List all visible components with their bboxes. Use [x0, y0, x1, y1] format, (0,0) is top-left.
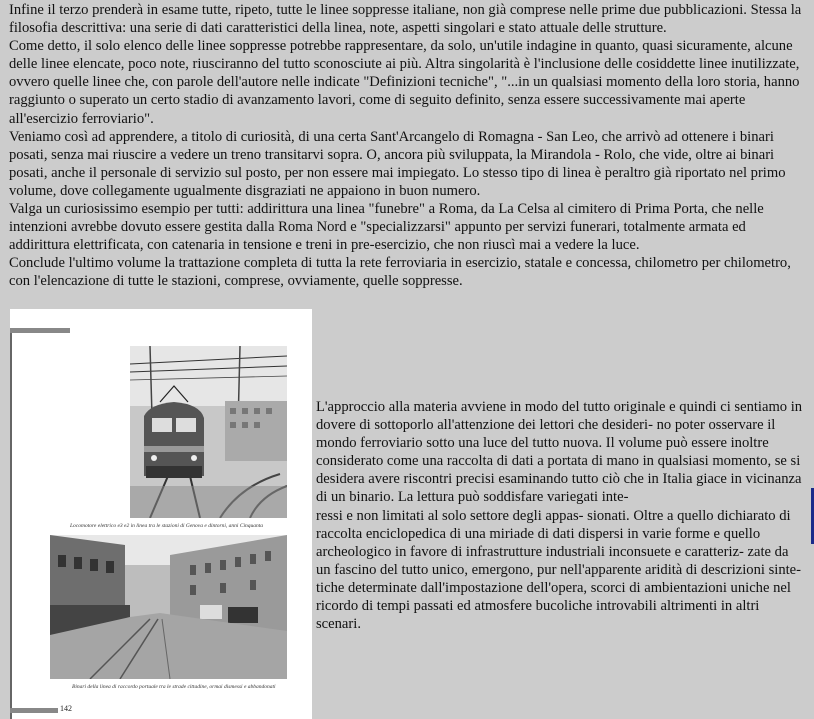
street-photo — [50, 535, 287, 679]
side-text — [316, 398, 806, 633]
page-footer-bar — [10, 708, 58, 713]
intro-text — [9, 1, 809, 291]
train-photo-caption: Locomotore elettrico e3 e2 in linea tra le stazioni di Genova e dintorni, anni Cinquanta — [70, 523, 264, 529]
intro-paragraph-3: Veniamo così ad apprendere, a titolo di curiosità, di una certa Sant'Arcangelo di Romagna - San Leo, che arrivò ad ottenere i binari posati, senza mai riuscire a vedere un treno transitarvi sopra. O, ancora più sviluppata, la Mirandola - Rolo, che vide, oltre ai binari posati, anche il personale di servizio sul posto, per non essere mai impiegato. Lo stesso tipo di linea è peraltro già riportato nel primo volume, dove collegamente ugualmente disgraziati ne appaiono in buon numero. — [9, 128, 786, 199]
train-photo — [130, 346, 287, 518]
intro-paragraph-4: Valga un curiosissimo esempio per tutti: addirittura una linea "funebre" a Roma, da La Celsa al cimitero di Prima Porta, che nelle intenzioni avrebbe dovuto essere gestita dalla Roma Nord e "specializzarsi" appunto per servizi funerari, totalmente armata ed addirittura elettrificata, con catenaria in tensione e treni in pre-esercizio, che non riuscì mai a vedere la luce. — [9, 201, 764, 254]
side-paragraph-1: L'approccio alla materia avviene in modo del tutto originale e quindi ci sentiamo in dovere di sottoporlo all'attenzione dei lettori che desideri- no poter osservare il mondo ferroviario sotto una luce del tutto nuova. Il volume può essere inoltre considerato come una raccolta di dati a portata di mano in qualsiasi momento, se si desidera avere riscontri precisi esaminando tutto ciò che in Italia giace in vicinanza di un binario. La lettura può soddisfare variegati inte- — [316, 399, 803, 506]
intro-paragraph-1: Infine il terzo prenderà in esame tutte, ripeto, tutte le linee soppresse italiane, non già comprese nelle prime due pubblicazioni. Stessa la filosofia descrittiva: una serie di dati caratteristici della linea, note, aspetti singolari e stato attuale delle strutture. — [9, 2, 802, 37]
intro-paragraph-5: Conclude l'ultimo volume la trattazione completa di tutta la rete ferroviaria in esercizio, statale e concessa, chilometro per chilometro, con l'elencazione di tutte le stazioni, comprese, ovviamente, quelle soppresse. — [9, 255, 791, 290]
book-page-scan — [10, 309, 312, 719]
page-number: 142 — [60, 704, 72, 713]
side-paragraph-2: ressi e non limitati al solo settore degli appas- sionati. Oltre a quello dichiarato di raccolta enciclopedica di una miriade di dati dispersi in varie forme e quello archeologico in favore di infrastrutture industriali inconsuete e caratteriz- zate da un fascino del tutto unico, emergono, pur nell'apparente aridità di descrizioni sinte- tiche determinate dall'impostazione dell'opera, scorci di ambientazioni uniche nel ricordo di tempi passati ed atmosfere bucoliche introvabili altrimenti in altri scenari. — [316, 507, 802, 633]
street-photo-caption: Binari della linea di raccordo portuale tra le strade cittadine, ormai dismessi e abbandonati — [72, 684, 276, 690]
page-header-bar — [10, 328, 70, 333]
intro-paragraph-2: Come detto, il solo elenco delle linee soppresse potrebbe rappresentare, da solo, un'utile indagine in quanto, quasi sicuramente, alcune delle linee elencate, poco note, riusciranno del tutto sconosciute ai più. Altra singolarità è l'inclusione delle cosiddette linee inutilizzate, ovvero quelle linee che, con parole dell'autore nelle indicate "Definizioni tecniche", "...in un qualsiasi momento della loro storia, hanno raggiunto o superato un certo stadio di avanzamento lavori, come di seguito definito, senza essere successivamente mai aperte all'esercizio ferroviario". — [9, 38, 800, 127]
page-margin-line — [10, 328, 12, 719]
